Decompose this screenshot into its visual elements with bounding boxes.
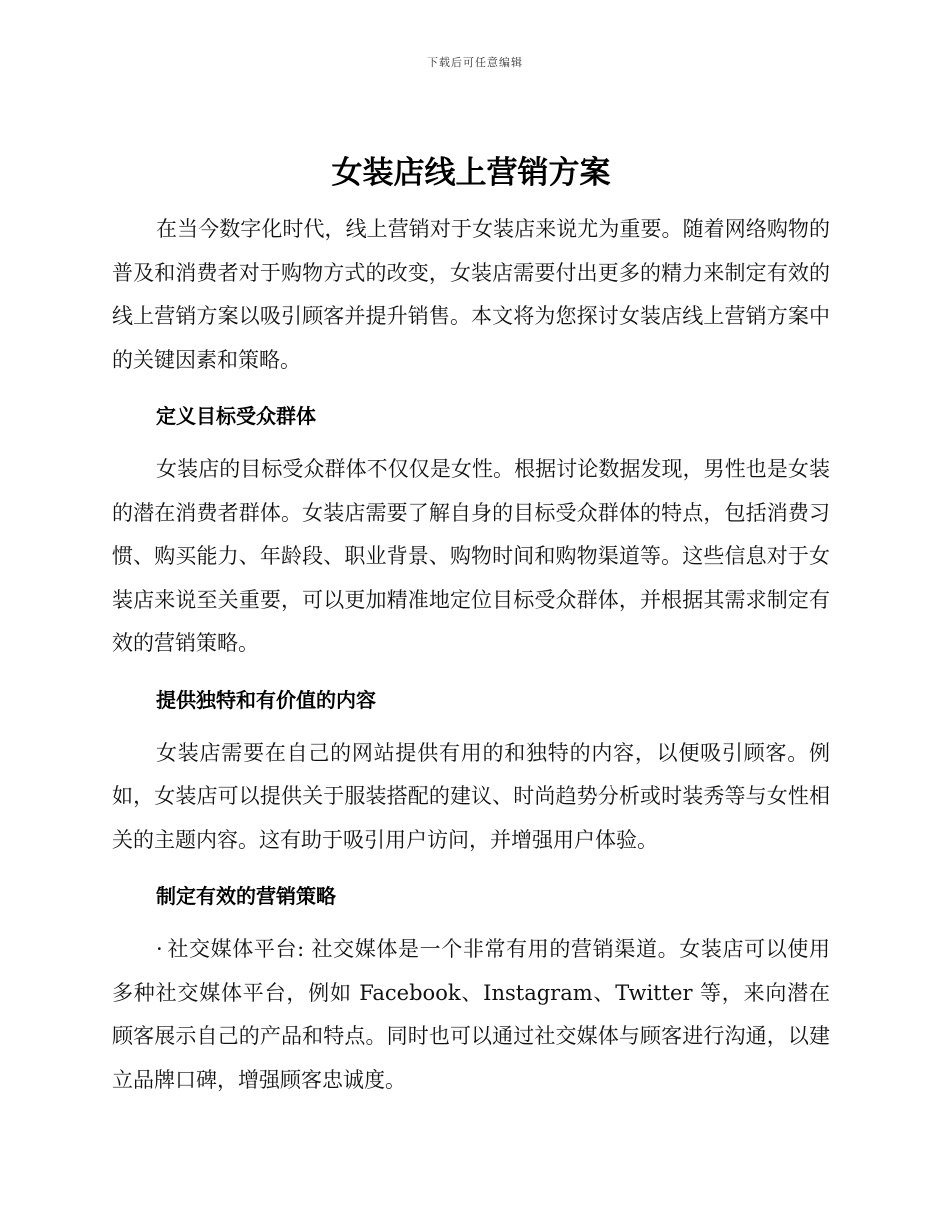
section-heading-target-audience: 定义目标受众群体 (156, 404, 316, 428)
section-heading-marketing-strategy: 制定有效的营销策略 (156, 884, 336, 908)
intro-paragraph: 在当今数字化时代，线上营销对于女装店来说尤为重要。随着网络购物的普及和消费者对于购物方式的改变，女装店需要付出更多的精力来制定有效的线上营销方案以吸引顾客并提升销售。本文将为您探讨女装店线上营销方案中的关键因素和策略。 (112, 217, 830, 372)
bullet-text: 社交媒体平台: 社交媒体是一个非常有用的营销渠道。女装店可以使用多种社交媒体平台，例如 Facebook、Instagram、Twitter 等，来向潜在顾客展示自己的产品和特点。同时也可以通过社交媒体与顾客进行沟通，以建立品牌口碑，增强顾客忠诚度。 (112, 937, 830, 1092)
section-body-target-audience: 女装店的目标受众群体不仅仅是女性。根据讨论数据发现，男性也是女装的潜在消费者群体。女装店需要了解自身的目标受众群体的特点，包括消费习惯、购买能力、年龄段、职业背景、购物时间和购物渠道等。这些信息对于女装店来说至关重要，可以更加精准地定位目标受众群体，并根据其需求制定有效的营销策略。 (112, 457, 830, 655)
section-heading-unique-content: 提供独特和有价值的内容 (156, 687, 376, 712)
section-body-unique-content: 女装店需要在自己的网站提供有用的和独特的内容，以便吸引顾客。例如，女装店可以提供关于服装搭配的建议、时尚趋势分析或时装秀等与女性相关的主题内容。这有助于吸引用户访问，并增强用户体验。 (112, 740, 830, 852)
bullet-item-social-media (112, 928, 830, 1102)
bullet-marker: · (156, 937, 163, 961)
document-title: 女装店线上营销方案 (331, 155, 611, 191)
document-body (112, 150, 830, 1102)
page-header: 下载后可任意编辑 (427, 56, 523, 69)
